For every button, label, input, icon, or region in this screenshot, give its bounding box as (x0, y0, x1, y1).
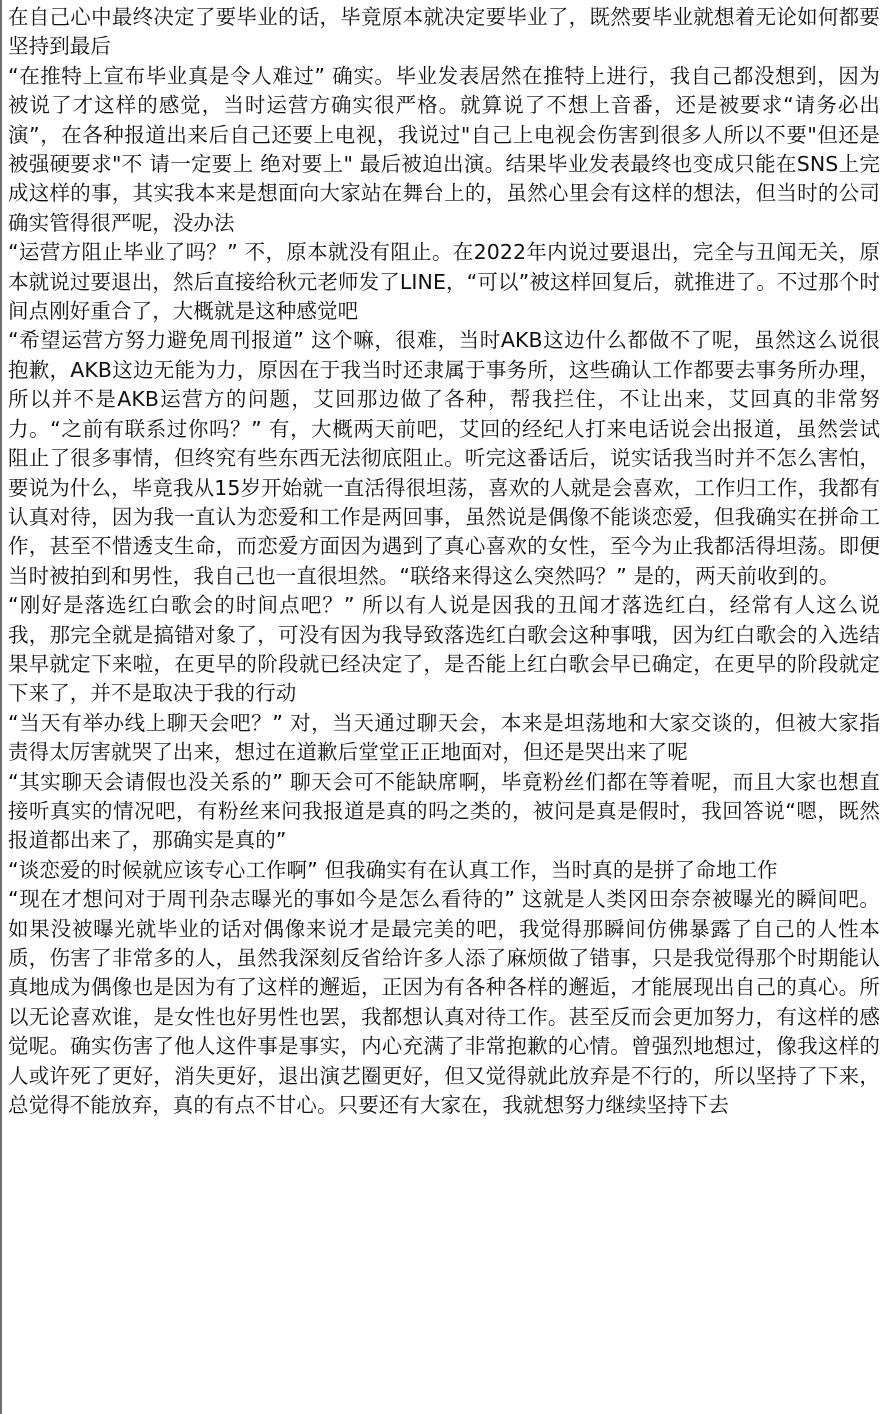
paragraph-online-chat: “当天有举办线上聊天会吧？” 对，当天通过聊天会，本来是坦荡地和大家交谈的，但被大家指责得太厉害就哭了出来，想过在道歉后堂堂正正地面对，但还是哭出来了呢 (8, 710, 880, 765)
paragraph-chat-absence: “其实聊天会请假也没关系的” 聊天会可不能缺席啊，毕竟粉丝们都在等着呢，而且大家也想直接听真实的情况吧，有粉丝来问我报道是真的吗之类的，被问是真是假时，我回答说“嗯，既然报道都出来了，那确实是真的” (8, 769, 880, 853)
paragraph-focus-work: “谈恋爱的时候就应该专心工作啊” 但我确实有在认真工作，当时真的是拼了命地工作 (8, 857, 778, 882)
paragraph-management-stop: “运营方阻止毕业了吗？” 不，原本就没有阻止。在2022年内说过要退出，完全与丑闻无关，原本就说过要退出，然后直接给秋元老师发了LINE，“可以”被这样回复后，就推进了。不过那个时间点刚好重合了，大概就是这种感觉吧 (8, 240, 880, 324)
paragraph-exposure-reflection: “现在才想问对于周刊杂志曝光的事如今是怎么看待的” 这就是人类冈田奈奈被曝光的瞬间吧。如果没被曝光就毕业的话对偶像来说才是最完美的吧，我觉得那瞬间仿佛暴露了自己的人性本质，伤害了非常多的人，虽然我深刻反省给许多人添了麻烦做了错事，只是我觉得那个时期能认真地成为偶像也是因为有了这样的邂逅，正因为有各种各样的邂逅，才能展现出自己的真心。所以无论喜欢谁，是女性也好男性也罢，我都想认真对待工作。甚至反而会更加努力，有这样的感觉呢。确实伤害了他人这件事是事实，内心充满了非常抱歉的心情。曾强烈地想过，像我这样的人或许死了更好，消失更好，退出演艺圈更好，但又觉得就此放弃是不行的，所以坚持了下来，总觉得不能放弃，真的有点不甘心。只要还有大家在，我就想努力继续坚持下去 (8, 887, 880, 1118)
paragraph-kouhaku: “刚好是落选红白歌会的时间点吧？” 所以有人说是因我的丑闻才落选红白，经常有人这么说我，那完全就是搞错对象了，可没有因为我导致落选红白歌会这种事哦，因为红白歌会的入选结果早就定下来啦，在更早的阶段就已经决定了，是否能上红白歌会早已确定，在更早的阶段就定下来了，并不是取决于我的行动 (8, 593, 880, 706)
paragraph-weekly-report: “希望运营方努力避免周刊报道” 这个嘛，很难，当时AKB这边什么都做不了呢，虽然这么说很抱歉，AKB这边无能为力，原因在于我当时还隶属于事务所，这些确认工作都要去事务所办理，所以并不是AKB运营方的问题，艾回那边做了各种，帮我拦住，不让出来，艾回真的非常努力。“之前有联系过你吗？” 有，大概两天前吧，艾回的经纪人打来电话说会出报道，虽然尝试阻止了很多事情，但终究有些东西无法彻底阻止。听完这番话后，说实话我当时并不怎么害怕，要说为什么，毕竟我从15岁开始就一直活得很坦荡，喜欢的人就是会喜欢，工作归工作，我都有认真对待，因为我一直认为恋爱和工作是两回事，虽然说是偶像不能谈恋爱，但我确实在拼命工作，甚至不惜透支生命，而恋爱方面因为遇到了真心喜欢的女性，至今为止我都活得坦荡。即便当时被拍到和男性，我自己也一直很坦然。“联络来得这么突然吗？” 是的，两天前收到的。 (8, 328, 880, 588)
paragraph-twitter-announcement: “在推特上宣布毕业真是令人难过” 确实。毕业发表居然在推特上进行，我自己都没想到，因为被说了才这样的感觉，当时运营方确实很严格。就算说了不想上音番，还是被要求“请务必出演”，在各种报道出来后自己还要上电视，我说过"自己上电视会伤害到很多人所以不要"但还是被强硬要求"不 请一定要上 绝对要上" 最后被迫出演。结果毕业发表最终也变成只能在SNS上完成这样的事，其实我本来是想面向大家站在舞台上的，虽然心里会有这样的想法，但当时的公司确实管得很严呢，没办法 (8, 63, 880, 235)
paragraph-decision: 在自己心中最终决定了要毕业的话，毕竟原本就决定要毕业了，既然要毕业就想着无论如何都要坚持到最后 (8, 5, 880, 59)
